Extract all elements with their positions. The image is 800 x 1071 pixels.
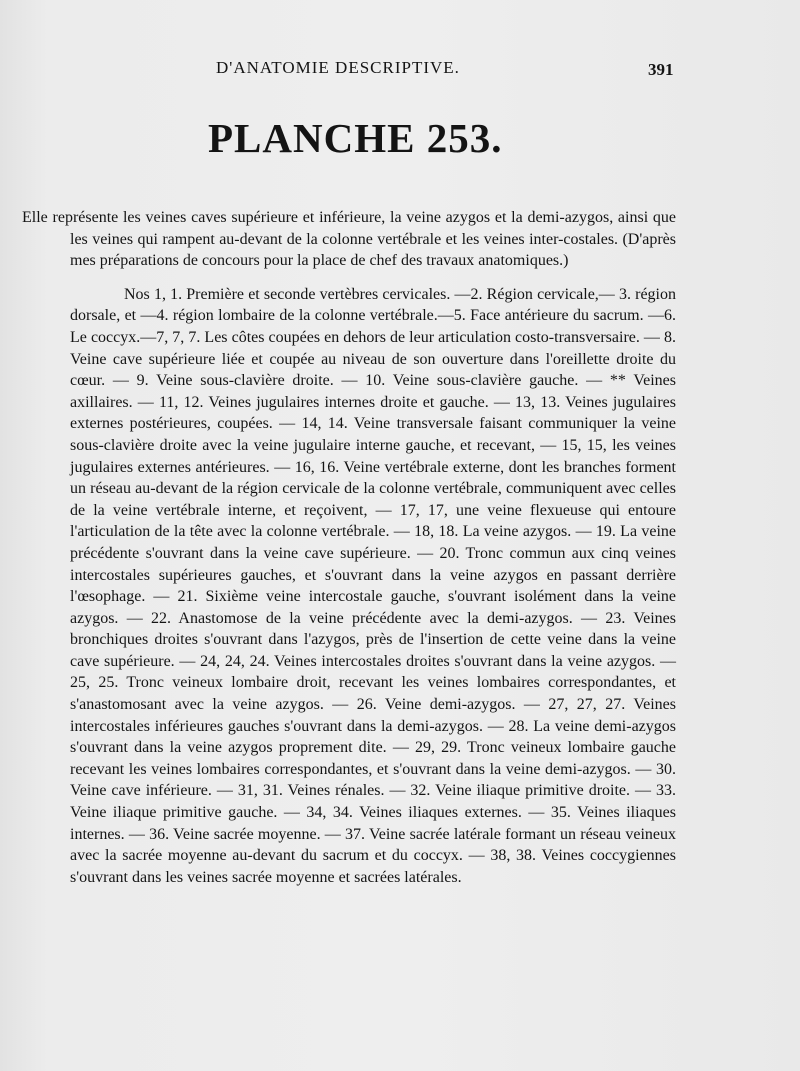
plate-title: PLANCHE 253.	[208, 115, 503, 161]
plate-description	[22, 207, 676, 888]
intro-paragraph: Elle représente les veines caves supérieure et inférieure, la veine azygos et la demi-azygos, ainsi que les veines qui rampent au-devant de la colonne vertébrale et les veines inter-costales. (D'après mes préparations de concours pour la place de chef des travaux anatomiques.)	[22, 209, 676, 270]
page-number: 391	[648, 60, 674, 79]
running-title: D'ANATOMIE DESCRIPTIVE.	[216, 58, 460, 77]
legend-paragraph: Nos 1, 1. Première et seconde vertèbres cervicales. —2. Région cervicale,— 3. région dorsale, et —4. région lombaire de la colonne vertébrale.—5. Face antérieure du sacrum. —6. Le coccyx.—7, 7, 7. Les côtes coupées en dehors de leur articulation costo-transversaire. — 8. Veine cave supérieure liée et coupée au niveau de son ouverture dans l'oreillette droite du cœur. — 9. Veine sous-clavière droite. — 10. Veine sous-clavière gauche. — ** Veines axillaires. — 11, 12. Veines jugulaires internes droite et gauche. — 13, 13. Veines jugulaires externes postérieures, coupées. — 14, 14. Veine transversale faisant communiquer la veine sous-clavière droite avec la veine jugulaire interne gauche, et recevant, — 15, 15, les veines jugulaires externes antérieures. — 16, 16. Veine vertébrale externe, dont les branches forment un réseau au-devant de la région cervicale de la colonne vertébrale, communiquent avec celles de la veine vertébrale interne, et reçoivent, — 17, 17, une veine flexueuse qui entoure l'articulation de la tête avec la colonne vertébrale. — 18, 18. La veine azygos. — 19. La veine précédente s'ouvrant dans la veine cave supérieure. — 20. Tronc commun aux cinq veines intercostales supérieures gauches, et s'ouvrant dans la veine azygos en passant derrière l'œsophage. — 21. Sixième veine intercostale gauche, s'ouvrant isolément dans la veine azygos. — 22. Anastomose de la veine précédente avec la demi-azygos. — 23. Veines bronchiques droites s'ouvrant dans l'azygos, près de l'insertion de cette veine dans la veine cave supérieure. — 24, 24, 24. Veines intercostales droites s'ouvrant dans la veine azygos. — 25, 25. Tronc veineux lombaire droit, recevant les veines lombaires correspondantes, et s'anastomosant avec la veine azygos. — 26. Veine demi-azygos. — 27, 27, 27. Veines intercostales inférieures gauches s'ouvrant dans la demi-azygos. — 28. La veine demi-azygos s'ouvrant dans la veine azygos proprement dite. — 29, 29. Tronc veineux lombaire gauche recevant les veines lombaires correspondantes, et s'ouvrant dans la veine demi-azygos. — 30. Veine cave inférieure. — 31, 31. Veines rénales. — 32. Veine iliaque primitive droite. — 33. Veine iliaque primitive gauche. — 34, 34. Veines iliaques externes. — 35. Veines iliaques internes. — 36. Veine sacrée moyenne. — 37. Veine sacrée latérale formant un réseau veineux avec la sacrée moyenne au-devant du sacrum et du coccyx. — 38, 38. Veines coccygiennes s'ouvrant dans les veines sacrée moyenne et sacrées latérales.	[70, 285, 676, 886]
